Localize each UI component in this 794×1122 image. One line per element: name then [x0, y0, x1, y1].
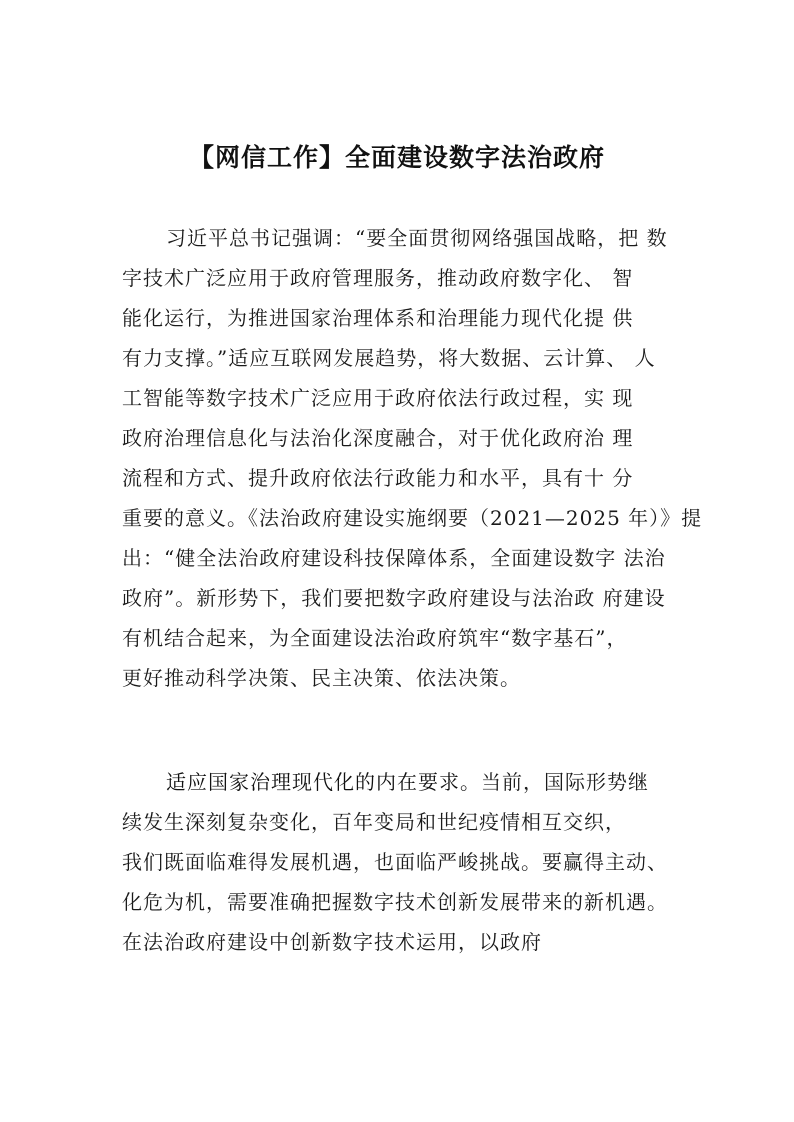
paragraph-1-line: 字技术广泛应用于政府管理服务，推动政府数字化、 智: [122, 266, 634, 290]
paragraph-2-lead-sentence: 适应国家治理现代化的内在要求。: [166, 770, 481, 794]
paragraph-1-line: 重要的意义。《法治政府建设实施纲要（2021—2025 年）》提: [122, 506, 703, 530]
paragraph-2-line: 续发生深刻复杂变化，百年变局和世纪疫情相互交织，: [122, 810, 626, 834]
document-title: 【网信工作】全面建设数字法治政府: [188, 143, 605, 172]
paragraph-1-line: 能化运行，为推进国家治理体系和治理能力现代化提 供: [122, 306, 634, 330]
paragraph-1-line: 政府”。新形势下，我们要把数字政府建设与法治政 府建设: [122, 586, 666, 610]
paragraph-1-line: 政府治理信息化与法治化深度融合，对于优化政府治 理: [122, 426, 634, 450]
paragraph-1: [122, 218, 707, 698]
paragraph-2-line: 化危为机，需要准确把握数字技术创新发展带来的新机遇。: [122, 890, 668, 914]
paragraph-2-line: 我们既面临难得发展机遇，也面临严峻挑战。要赢得主动、: [122, 850, 668, 874]
paragraph-1-line: 有力支撑。”适应互联网发展趋势，将大数据、云计算、 人: [122, 346, 656, 370]
paragraph-1-line: 工智能等数字技术广泛应用于政府依法行政过程，实 现: [122, 386, 634, 410]
paragraph-1-line: 有机结合起来，为全面建设法治政府筑牢“数字基石”，: [122, 626, 628, 650]
paragraph-2-line: 在法治政府建设中创新数字技术运用，以政府: [122, 930, 542, 954]
paragraph-2: [122, 762, 707, 962]
paragraph-1-line: 习近平总书记强调：“要全面贯彻网络强国战略，把 数: [166, 226, 668, 250]
paragraph-1-line: 流程和方式、提升政府依法行政能力和水平，具有十 分: [122, 466, 634, 490]
paragraph-1-line: 更好推动科学决策、民主决策、依法决策。: [122, 666, 521, 690]
paragraph-2-first-line: [122, 762, 707, 802]
paragraph-2-first-line-rest: 当前，国际形势继: [481, 770, 649, 794]
paragraph-1-line: 出：“健全法治政府建设科技保障体系，全面建设数字 法治: [122, 546, 666, 570]
